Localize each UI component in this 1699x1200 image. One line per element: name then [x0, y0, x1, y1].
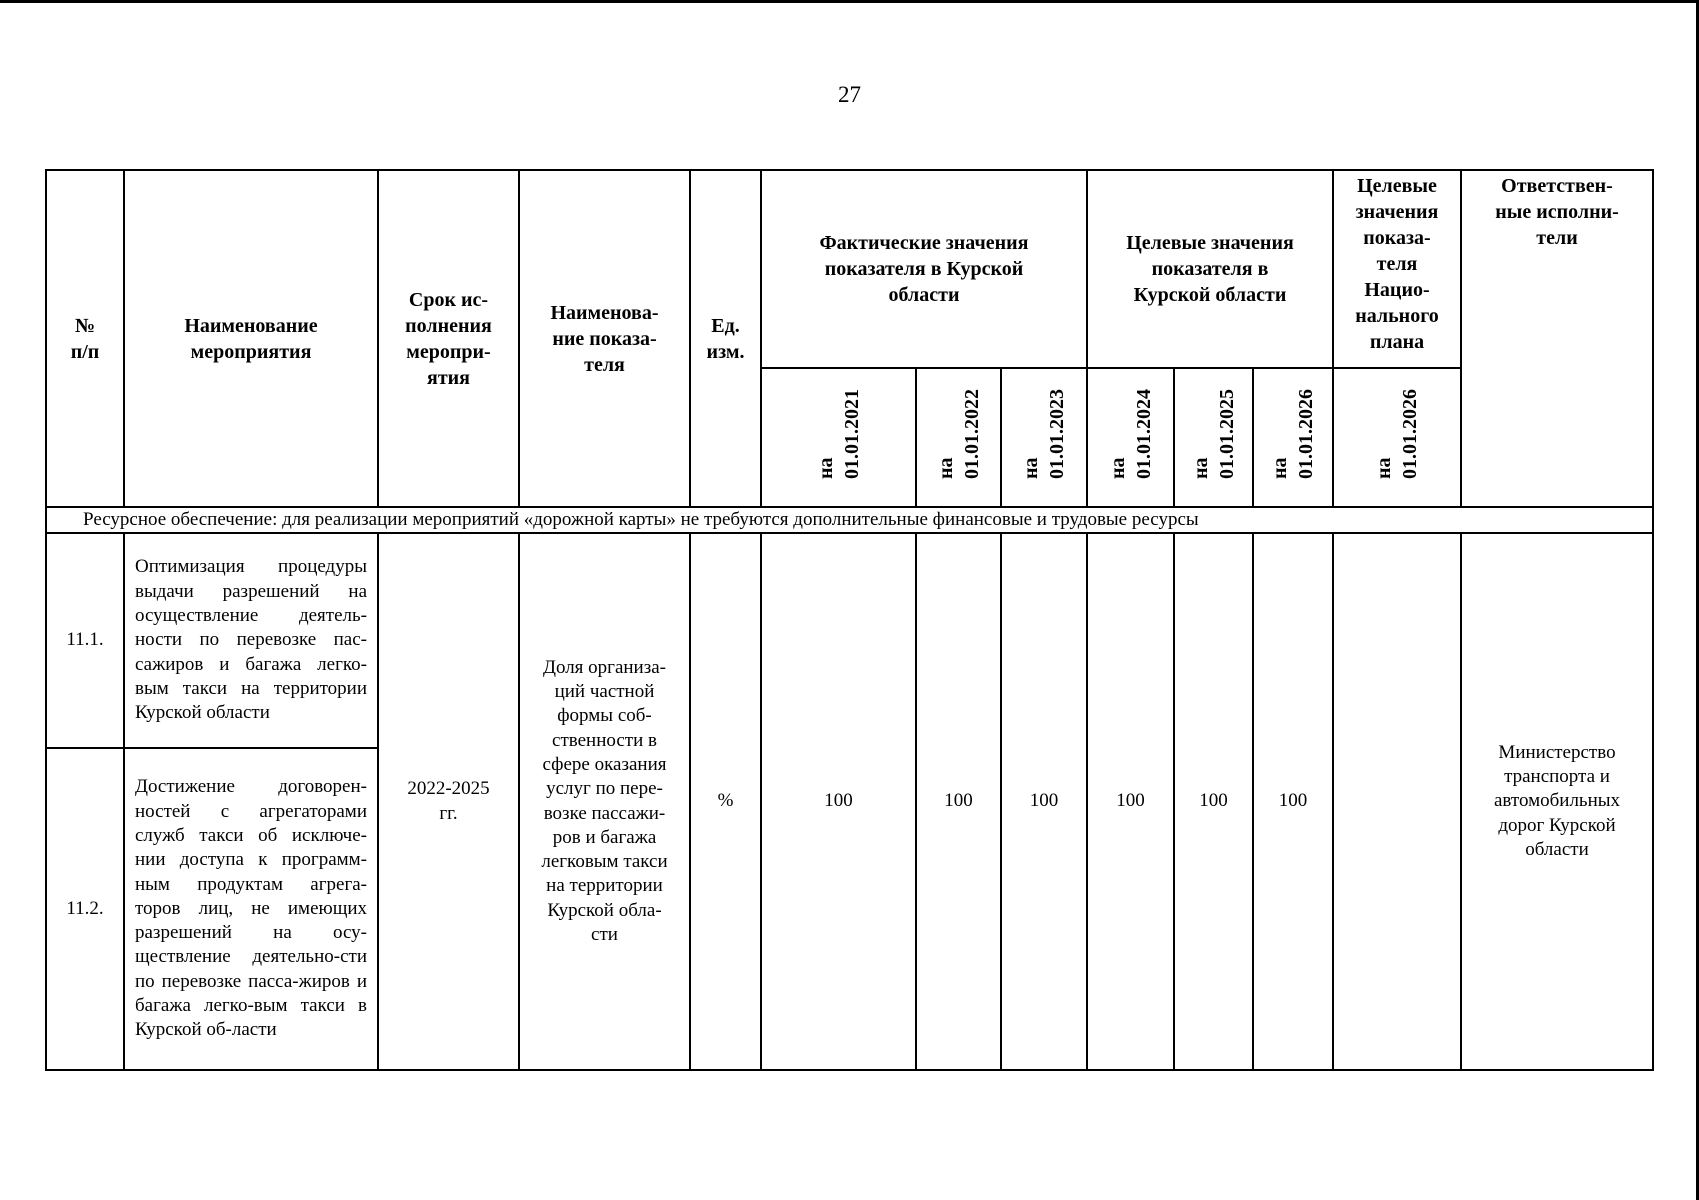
- header-date-2025: на 01.01.2025: [1174, 368, 1253, 507]
- page-number: 27: [838, 82, 861, 107]
- header-responsible: Ответствен- ные исполни- тели: [1461, 170, 1653, 507]
- header-date-2022: на 01.01.2022: [916, 368, 1001, 507]
- header-date-2026-national: на 01.01.2026: [1333, 368, 1461, 507]
- row-unit: %: [690, 533, 761, 1070]
- row-indicator: Доля организа- ций частной формы соб- ственности в сфере оказания услуг по пере- возке пассажи- ров и багажа легковым такси на территории Курской обла- сти: [519, 533, 690, 1070]
- header-date-2023: на 01.01.2023: [1001, 368, 1087, 507]
- value-2026: 100: [1253, 533, 1333, 1070]
- header-target-values: Целевые значения показателя в Курской области: [1087, 170, 1333, 368]
- header-term: Срок ис- полнения меропри- ятия: [378, 170, 519, 507]
- header-date-2024: на 01.01.2024: [1087, 368, 1174, 507]
- header-num: № п/п: [46, 170, 124, 507]
- page-edge-top: [0, 0, 1699, 3]
- value-2022: 100: [916, 533, 1001, 1070]
- row-event: Достижение договорен-ностей с агрегаторами служб такси об исключе-нии доступа к программ-ным продуктам агрега-торов лиц, не имеющих разрешений на осу-ществление деятельно-сти по перевозке пасса-жиров и багажа легко-вым такси в Курской об-ласти: [124, 748, 378, 1070]
- value-2026-national: [1333, 533, 1461, 1070]
- row-event: Оптимизация процедуры выдачи разрешений на осуществление деятель-ности по перевозке пас-сажиров и багажа легко-вым такси на территории Курской области: [124, 533, 378, 748]
- row-num: 11.2.: [46, 748, 124, 1070]
- resource-note: Ресурсное обеспечение: для реализации мероприятий «дорожной карты» не требуются дополнительные финансовые и трудовые ресурсы: [46, 507, 1653, 533]
- resource-row: [46, 507, 1653, 533]
- header-date-2026: на 01.01.2026: [1253, 368, 1333, 507]
- row-num: 11.1.: [46, 533, 124, 748]
- header-national-plan: Целевые значения показа- теля Нацио- нального плана: [1333, 170, 1461, 368]
- header-unit: Ед. изм.: [690, 170, 761, 507]
- value-2024: 100: [1087, 533, 1174, 1070]
- value-2021: 100: [761, 533, 916, 1070]
- value-2023: 100: [1001, 533, 1087, 1070]
- roadmap-table: [45, 169, 1654, 1071]
- header-date-2021: на 01.01.2021: [761, 368, 916, 507]
- value-2025: 100: [1174, 533, 1253, 1070]
- header-event-name: Наименование мероприятия: [124, 170, 378, 507]
- table-row: [46, 533, 1653, 748]
- row-responsible: Министерство транспорта и автомобильных дорог Курской области: [1461, 533, 1653, 1070]
- header-indicator: Наименова- ние показа- теля: [519, 170, 690, 507]
- header-row-top: [46, 170, 1653, 368]
- row-term: 2022-2025 гг.: [378, 533, 519, 1070]
- header-actual-values: Фактические значения показателя в Курской области: [761, 170, 1087, 368]
